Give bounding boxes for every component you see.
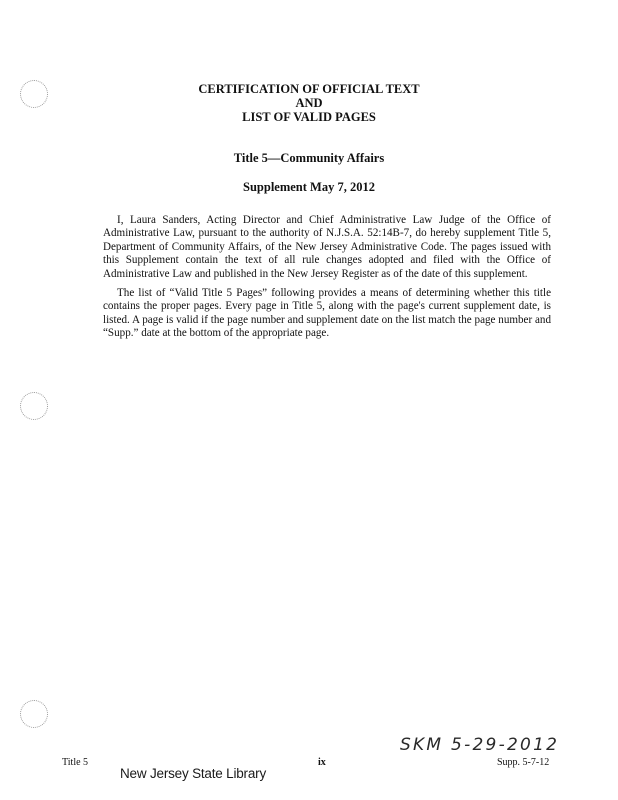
valid-pages-paragraph: The list of “Valid Title 5 Pages” following provides a means of determining whether this title contains the proper pages. Every page in Title 5, along with the page's current supplement date, is listed. A page is valid if the page number and supplement date on the list match the page number and “Supp.” date at the bottom of the appropriate page. <box>103 287 551 340</box>
certification-paragraph: I, Laura Sanders, Acting Director and Chief Administrative Law Judge of the Office of Administrative Law, pursuant to the authority of N.J.S.A. 52:14B-7, do hereby supplement Title 5, Department of Community Affairs, of the New Jersey Administrative Code. The pages issued with this Supplement contain the text of all rule changes adopted and filed with the Office of Administrative Law and published in the New Jersey Register as of the date of this supplement. <box>103 214 551 280</box>
handwritten-note-text: SKM 5-29-2012 <box>400 735 560 755</box>
footer-page-number: ix <box>318 757 326 768</box>
handwritten-initials-date <box>398 728 568 758</box>
supplement-line: Supplement May 7, 2012 <box>243 180 375 194</box>
title-line: Title 5—Community Affairs <box>233 151 385 165</box>
hole-punch-bottom <box>20 700 48 728</box>
footer-title: Title 5 <box>62 757 89 768</box>
header-line-1: CERTIFICATION OF OFFICIAL TEXT <box>198 82 420 96</box>
header-line-3: LIST OF VALID PAGES <box>242 110 376 124</box>
hole-punch-middle <box>20 392 48 420</box>
library-stamp: New Jersey State Library <box>120 766 267 781</box>
header-line-2: AND <box>295 96 323 110</box>
footer-supplement-date: Supp. 5-7-12 <box>497 757 550 768</box>
